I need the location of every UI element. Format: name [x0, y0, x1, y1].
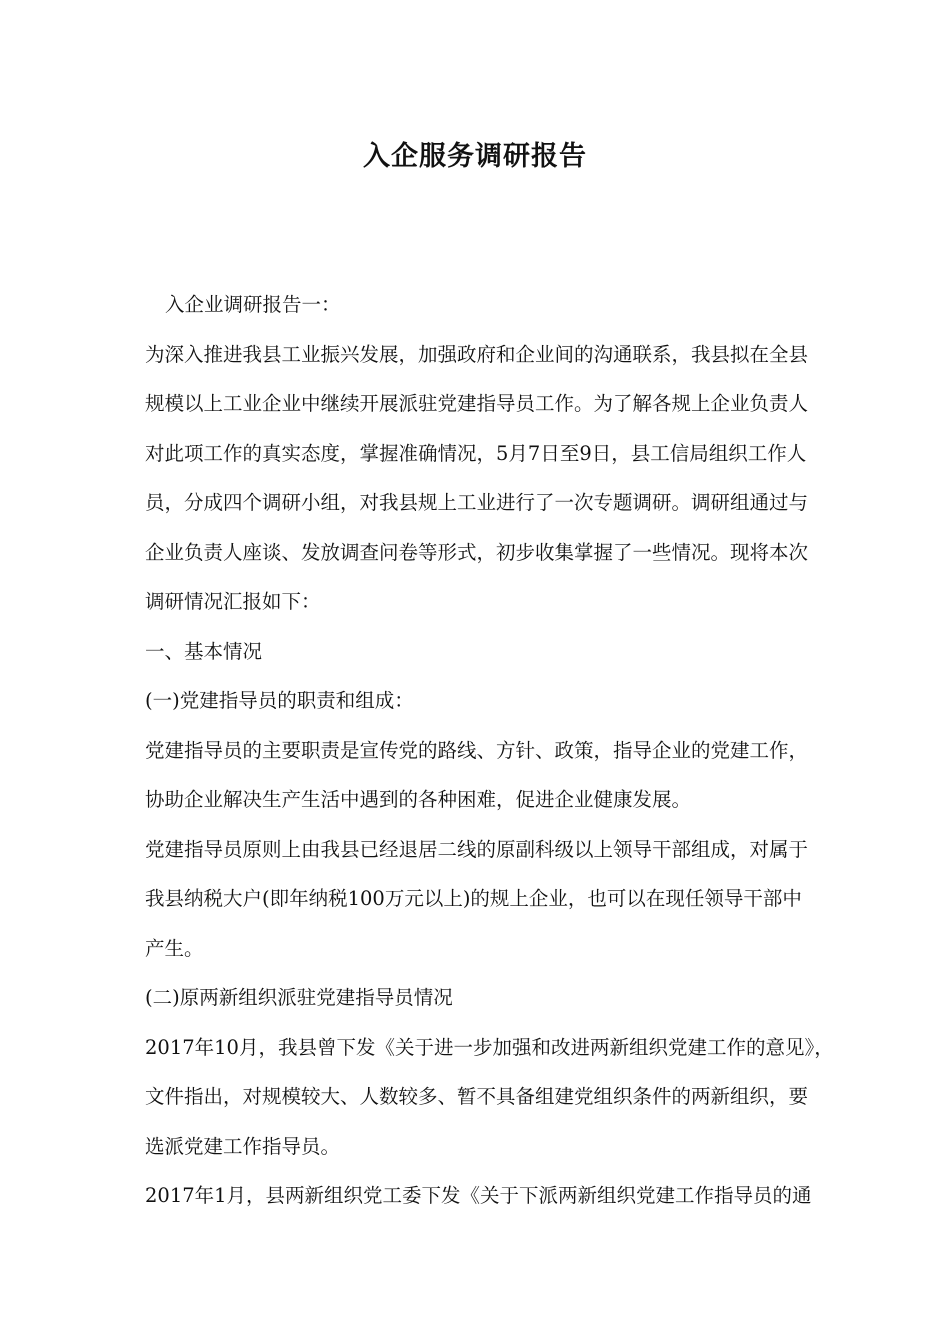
section-heading: 一、基本情况 [145, 639, 263, 663]
paragraph-line: 我县纳税大户(即年纳税100万元以上)的规上企业，也可以在现任领导干部中 [145, 887, 802, 910]
paragraph-line: 调研情况汇报如下： [145, 590, 321, 613]
paragraph-line: 规模以上工业企业中继续开展派驻党建指导员工作。为了解各规上企业负责人 [145, 392, 809, 415]
paragraph-line: 员，分成四个调研小组，对我县规上工业进行了一次专题调研。调研组通过与 [145, 491, 809, 514]
paragraph-line: 党建指导员原则上由我县已经退居二线的原副科级以上领导干部组成，对属于 [145, 837, 809, 861]
subheading-report-one: 入企业调研报告一： [165, 293, 341, 316]
subsection-heading: (二)原两新组织派驻党建指导员情况 [145, 986, 453, 1009]
paragraph-line: 为深入推进我县工业振兴发展，加强政府和企业间的沟通联系，我县拟在全县 [145, 342, 809, 366]
paragraph-line: 党建指导员的主要职责是宣传党的路线、方针、政策，指导企业的党建工作， [145, 738, 809, 762]
paragraph-line: 对此项工作的真实态度，掌握准确情况，5月7日至9日，县工信局组织工作人 [145, 441, 807, 465]
paragraph-line: 2017年10月，我县曾下发《关于进一步加强和改进两新组织党建工作的意见》， [145, 1035, 834, 1059]
subsection-heading: (一)党建指导员的职责和组成： [145, 689, 414, 712]
paragraph-line: 产生。 [145, 936, 204, 960]
paragraph-line: 选派党建工作指导员。 [145, 1134, 341, 1158]
document-title: 入企服务调研报告 [363, 141, 587, 172]
paragraph-line: 2017年1月，县两新组织党工委下发《关于下派两新组织党建工作指导员的通 [145, 1184, 812, 1207]
paragraph-line: 协助企业解决生产生活中遇到的各种困难，促进企业健康发展。 [145, 788, 692, 811]
document-body [145, 292, 834, 1233]
paragraph-line: 企业负责人座谈、发放调查问卷等形式，初步收集掌握了一些情况。现将本次 [145, 540, 809, 564]
paragraph-line: 文件指出，对规模较大、人数较多、暂不具备组建党组织条件的两新组织，要 [145, 1085, 809, 1108]
